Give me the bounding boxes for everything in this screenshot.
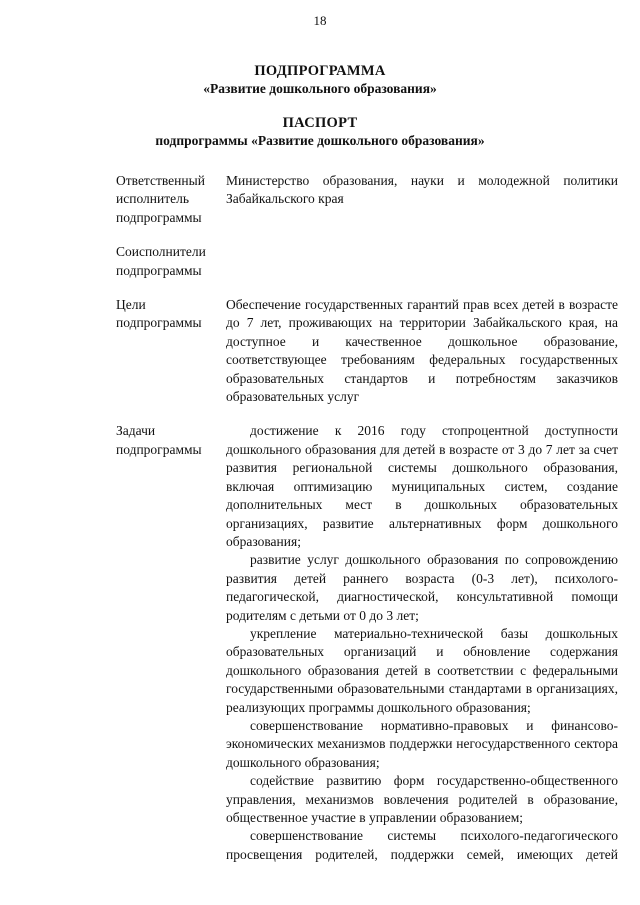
row-label-line: подпрограммы <box>116 315 202 331</box>
task-item: развитие услуг дошкольного образования по сопровождению развития детей раннего возраста (0-3 лет), психолого-педагогической, диагностической, консультативной помощи родителям с детьми от 0 до 3 лет; <box>226 552 618 623</box>
task-item: содействие развитию форм государственно-общественного управления, механизмов вовлечения родителей в образование, общественное участие в управлении образованием; <box>226 773 618 825</box>
row-responsible-executor <box>116 172 618 227</box>
row-label <box>116 172 226 227</box>
subprogram-heading: ПОДПРОГРАММА <box>254 63 386 79</box>
row-label-line: подпрограммы <box>116 209 202 225</box>
row-label-line: подпрограммы <box>116 441 202 457</box>
row-value <box>226 243 618 280</box>
row-value <box>226 296 618 406</box>
row-tasks <box>116 422 618 864</box>
page-number: 18 <box>313 13 327 28</box>
row-label <box>116 296 226 406</box>
row-label-line: исполнитель <box>116 191 189 207</box>
row-label-line: Задачи <box>116 423 156 439</box>
task-item: укрепление материально-технической базы дошкольных образовательных организаций и обновление содержания дошкольного образования детей в соответствии с федеральными государственными образовательными стандартами в организациях, реализующих программы дошкольного образования; <box>226 625 618 715</box>
passport-heading: ПАСПОРТ <box>282 115 358 131</box>
task-item: достижение к 2016 году стопроцентной доступности дошкольного образования для детей в возрасте от 3 до 7 лет за счет развития региональной системы дошкольного образования, включая оптимизацию муниципальных систем, создание дополнительных мест в дошкольных образовательных организациях, развитие альтернативных форм дошкольного образования; <box>226 423 618 549</box>
task-item: совершенствование нормативно-правовых и финансово-экономических механизмов поддержки негосударственного сектора дошкольного образования; <box>226 717 618 770</box>
row-label <box>116 243 226 280</box>
row-label <box>116 422 226 864</box>
row-label-line: Соисполнители <box>116 244 206 260</box>
task-item: совершенствование системы психолого-педагогического просвещения родителей, поддержки семей, имеющих детей <box>226 828 618 862</box>
row-value <box>226 172 618 227</box>
row-text: Министерство образования, науки и молодежной политики Забайкальского края <box>226 173 618 207</box>
passport-subtitle: подпрограммы «Развитие дошкольного образования» <box>155 133 485 148</box>
subprogram-name: «Развитие дошкольного образования» <box>203 81 437 96</box>
passport-table <box>116 172 618 880</box>
row-value <box>226 422 618 864</box>
row-label-line: подпрограммы <box>116 262 202 278</box>
row-label-line: Цели <box>116 297 146 313</box>
row-text: Обеспечение государственных гарантий прав всех детей в возрасте до 7 лет, проживающих на территории Забайкальского края, на доступное и качественное дошкольное образование, соответствующее требованиям федеральных государственных образовательных стандартов и потребностям заказчиков образовательных услуг <box>226 297 618 405</box>
row-label-line: Ответственный <box>116 173 205 188</box>
row-co-executors <box>116 243 618 280</box>
row-goals <box>116 296 618 406</box>
